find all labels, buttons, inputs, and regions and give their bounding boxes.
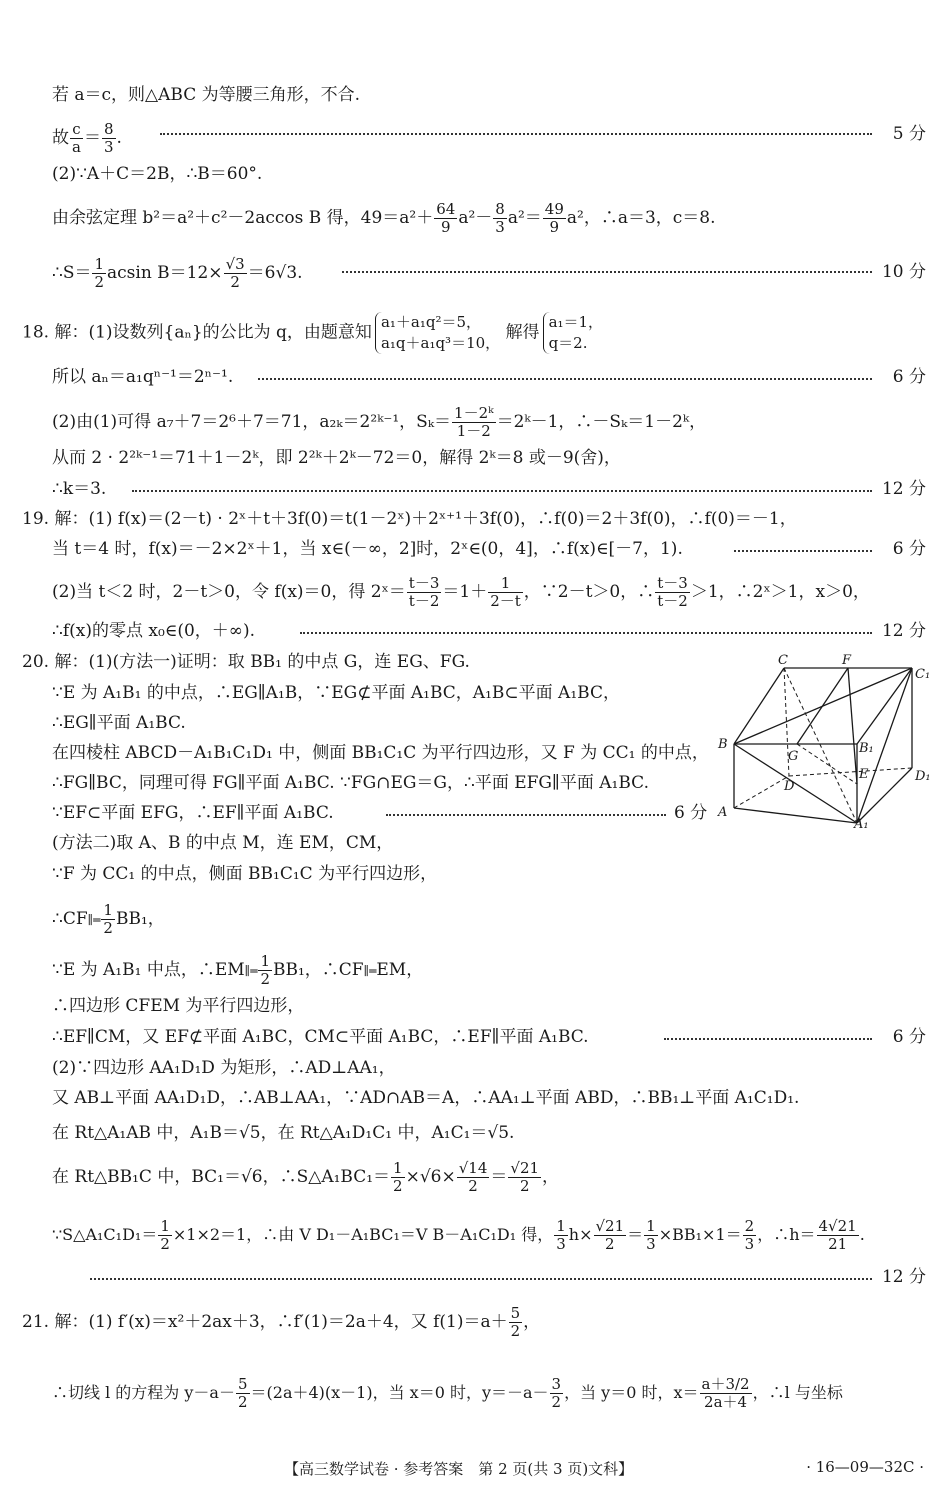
solution-line: 若 a＝c，则△ABC 为等腰三角形，不合.	[52, 85, 361, 105]
leader-dots	[160, 133, 872, 135]
edge-BC	[734, 668, 784, 744]
solution-line: ∴四边形 CFEM 为平行四边形，	[52, 996, 305, 1016]
fraction: $\frac{8}{3}$	[495, 200, 505, 236]
question-18: 18. 解：(1)设数列{aₙ}的公比为 q，由题意知 a₁＋a₁q²＝5， a₁q＋a₁q³＝10， 解得 a₁＝1， q＝2.	[22, 313, 604, 352]
fraction: $\frac{t-3}{t-2}$	[657, 574, 688, 610]
fraction: $\frac{5}{2}$	[510, 1304, 521, 1340]
equation-system: a₁＋a₁q²＝5， a₁q＋a₁q³＝10，	[375, 312, 500, 354]
label-C1: C₁	[915, 667, 931, 682]
fraction: $\frac{49}{9}$	[544, 200, 564, 236]
score-label: 6 分	[892, 1027, 926, 1047]
label-D1: D₁	[915, 769, 931, 784]
solution-line: ∵E 为 A₁B₁ 的中点，∴EG∥A₁B，∵EG⊄平面 A₁BC，A₁B⊂平面 A₁BC，	[52, 683, 620, 703]
solution-line: (方法二)取 A、B 的中点 M，连 EM，CM，	[52, 833, 394, 853]
equation-system: a₁＝1， q＝2.	[543, 312, 604, 354]
solution-line: ∴切线 l 的方程为 y－a－ $\frac{5}{2}$ ＝(2a＋4)(x－1)，当 x＝0 时，y＝－a－ $\frac{3}{2}$ ，当 y＝0 时，x＝ $\frac{a+3/2}{2a+4}$ ，∴l 与坐标	[52, 1375, 843, 1411]
fraction: $\frac{1}{3}$	[556, 1217, 566, 1253]
label-G: G	[788, 749, 799, 764]
solution-line: ∵S△A₁C₁D₁＝ $\frac{1}{2}$ ×1×2＝1，∴由 V D₁－A₁BC₁＝V B－A₁C₁D₁ 得， $\frac{1}{3}$ h× $\frac{√21}{2}$ ＝ $\frac{1}{3}$ ×BB₁×1＝ $\frac{2}{3}$ ，∴h＝ $\frac{4√21}{21}$ .	[52, 1217, 865, 1253]
edge-GE	[797, 744, 857, 784]
fraction: $\frac{1}{2}$	[103, 901, 113, 937]
score-label: 6 分	[892, 367, 926, 387]
solution-line: 在 Rt△A₁AB 中，A₁B＝√5，在 Rt△A₁D₁C₁ 中，A₁C₁＝√5.	[52, 1123, 515, 1143]
solution-line: (2)当 t＜2 时，2－t＞0，令 f(x)＝0，得 2ˣ＝ $\frac{t-3}{t-2}$ ＝1＋ $\frac{1}{2-t}$ ，∵2－t＞0，∴ $\frac{t-3}{t-2}$ ＞1，∴2ˣ＞1，x＞0，	[52, 574, 870, 610]
leader-dots	[90, 1278, 872, 1280]
score-label: 6 分	[674, 803, 708, 823]
solution-line: (2)∵A＋C＝2B，∴B＝60°.	[52, 164, 263, 184]
fraction: $\frac{3}{2}$	[551, 1375, 562, 1411]
score-label: 12 分	[881, 1267, 926, 1287]
solution-line: 由余弦定理 b²＝a²＋c²－2accos B 得，49＝a²＋ $\frac{64}{9}$ a²－ $\frac{8}{3}$ a²＝ $\frac{49}{9}$ a²，∴a＝3，c＝8.	[52, 200, 716, 236]
equal-parallel-symbol: ∥═	[363, 964, 377, 978]
score-label: 5 分	[892, 124, 926, 144]
solution-line: ∵F 为 CC₁ 的中点，侧面 BB₁C₁C 为平行四边形，	[52, 864, 438, 884]
edge-DD1	[789, 768, 912, 776]
fraction: $\frac{1}{2}$	[94, 255, 105, 291]
leader-dots	[132, 490, 872, 492]
fraction: $\frac{\text{1－2ᵏ}}{1-2}$	[454, 404, 494, 440]
solution-line: ∴CF∥═ $\frac{1}{2}$ BB₁，	[52, 901, 165, 937]
fraction: $\frac{1}{2-t}$	[490, 574, 521, 610]
solution-line: ∴f(x)的零点 x₀∈(0，＋∞).	[52, 621, 255, 641]
equal-parallel-symbol: ∥═	[244, 964, 258, 978]
fraction: $\frac{√3}{2}$	[225, 255, 245, 291]
prism-figure	[712, 648, 940, 830]
edge-FE	[848, 668, 857, 784]
edge-FG	[797, 668, 848, 744]
leader-dots	[734, 550, 872, 552]
solution-line: ∴EF∥CM，又 EF⊄平面 A₁BC，CM⊂平面 A₁BC，∴EF∥平面 A₁BC.	[52, 1027, 589, 1047]
solution-line: 在 Rt△BB₁C 中，BC₁＝√6，∴S△A₁BC₁＝ $\frac{1}{2}$ ×√6× $\frac{√14}{2}$ ＝ $\frac{√21}{2}$ ，	[52, 1159, 560, 1195]
fraction: $\frac{a+3/2}{2a+4}$	[701, 1375, 750, 1411]
fraction: $\frac{1}{2}$	[393, 1159, 403, 1195]
score-label: 6 分	[892, 539, 926, 559]
solution-line: 在四棱柱 ABCD－A₁B₁C₁D₁ 中，侧面 BB₁C₁C 为平行四边形，又 F 为 CC₁ 的中点，	[52, 743, 709, 763]
label-A1: A₁	[854, 817, 869, 830]
solution-line: 从而 2 · 2²ᵏ⁻¹＝71＋1－2ᵏ，即 2²ᵏ＋2ᵏ－72＝0，解得 2ᵏ＝8 或－9(舍)，	[52, 448, 621, 468]
edge-AA1	[734, 808, 857, 823]
fraction: $\frac{√21}{2}$	[595, 1217, 625, 1253]
fraction: $\frac{1}{3}$	[646, 1217, 656, 1253]
label-E: E	[859, 767, 869, 782]
solution-line: 所以 aₙ＝a₁qⁿ⁻¹＝2ⁿ⁻¹.	[52, 367, 234, 387]
question-20: 20. 解：(1)(方法一)证明：取 BB₁ 的中点 G，连 EG、FG.	[22, 652, 470, 672]
label-B: B	[718, 737, 728, 752]
fraction: $\frac{5}{2}$	[237, 1375, 248, 1411]
label-F: F	[842, 653, 852, 668]
fraction: $\frac{64}{9}$	[436, 200, 456, 236]
document-code: · 16—09—32C ·	[806, 1458, 924, 1476]
fraction: $\frac{8}{3}$	[103, 120, 114, 156]
text: 故	[52, 128, 69, 148]
solution-line: ∴S＝ $\frac{1}{2}$ acsin B＝12× $\frac{√3}{2}$ ＝6√3.	[52, 255, 303, 291]
page-footer: 【高三数学试卷 · 参考答案 第 2 页(共 3 页)文科】	[284, 1460, 634, 1478]
fraction: $\frac{t-3}{t-2}$	[408, 574, 440, 610]
question-19: 19. 解：(1) f(x)＝(2－t) · 2ˣ＋t＋3f(0)＝t(1－2ˣ)＋2ˣ⁺¹＋3f(0)，∴f(0)＝2＋3f(0)，∴f(0)＝－1，	[22, 509, 797, 529]
solution-line: (2)由(1)可得 a₇＋7＝2⁶＋7＝71，a₂ₖ＝2²ᵏ⁻¹，Sₖ＝ $\frac{\text{1－2ᵏ}}{1-2}$ ＝2ᵏ－1，∴－Sₖ＝1－2ᵏ，	[52, 404, 707, 440]
solution-line: 故 $\frac{c}{a}$ ＝ $\frac{8}{3}$ .	[52, 120, 122, 156]
score-label: 12 分	[881, 621, 926, 641]
leader-dots	[342, 271, 872, 273]
solution-line: 又 AB⊥平面 AA₁D₁D，∴AB⊥AA₁，∵AD∩AB＝A，∴AA₁⊥平面 ABD，∴BB₁⊥平面 A₁C₁D₁.	[52, 1088, 800, 1108]
fraction: $\frac{1}{2}$	[160, 1217, 170, 1253]
leader-dots	[258, 378, 872, 380]
question-21: 21. 解：(1) f′(x)＝x²＋2ax＋3，∴f′(1)＝2a＋4，又 f(1)＝a＋ $\frac{5}{2}$ ，	[22, 1304, 541, 1340]
fraction: $\frac{4√21}{21}$	[818, 1217, 857, 1253]
solution-line: 当 t＝4 时，f(x)＝－2×2ˣ＋1，当 x∈(－∞，2]时，2ˣ∈(0，4]，∴f(x)∈[－7，1).	[52, 539, 683, 559]
solution-line: ∵E 为 A₁B₁ 中点，∴EM∥═ $\frac{1}{2}$ BB₁，∴CF∥═EM，	[52, 952, 424, 988]
fraction: $\frac{c}{a}$	[72, 120, 81, 156]
equal-parallel-symbol: ∥═	[87, 913, 101, 927]
solution-line: (2)∵四边形 AA₁D₁D 为矩形，∴AD⊥AA₁，	[52, 1058, 396, 1078]
score-label: 10 分	[881, 262, 926, 282]
label-D: D	[784, 779, 795, 794]
label-C: C	[778, 653, 788, 668]
leader-dots	[664, 1038, 872, 1040]
label-A: A	[718, 805, 728, 820]
leader-dots	[300, 632, 872, 634]
label-B1: B₁	[859, 741, 874, 756]
fraction: $\frac{2}{3}$	[744, 1217, 755, 1253]
edge-AD	[734, 776, 789, 808]
solution-line: ∵EF⊂平面 EFG，∴EF∥平面 A₁BC.	[52, 803, 334, 823]
score-label: 12 分	[881, 479, 926, 499]
solution-line: ∴EG∥平面 A₁BC.	[52, 713, 186, 733]
leader-dots	[386, 814, 666, 816]
solution-line: ∴k＝3.	[52, 479, 107, 499]
solution-line: ∴FG∥BC，同理可得 FG∥平面 A₁BC. ∵FG∩EG＝G，∴平面 EFG∥平面 A₁BC.	[52, 773, 649, 793]
fraction: $\frac{1}{2}$	[260, 952, 270, 988]
fraction: $\frac{√21}{2}$	[510, 1159, 540, 1195]
fraction: $\frac{√14}{2}$	[458, 1159, 488, 1195]
